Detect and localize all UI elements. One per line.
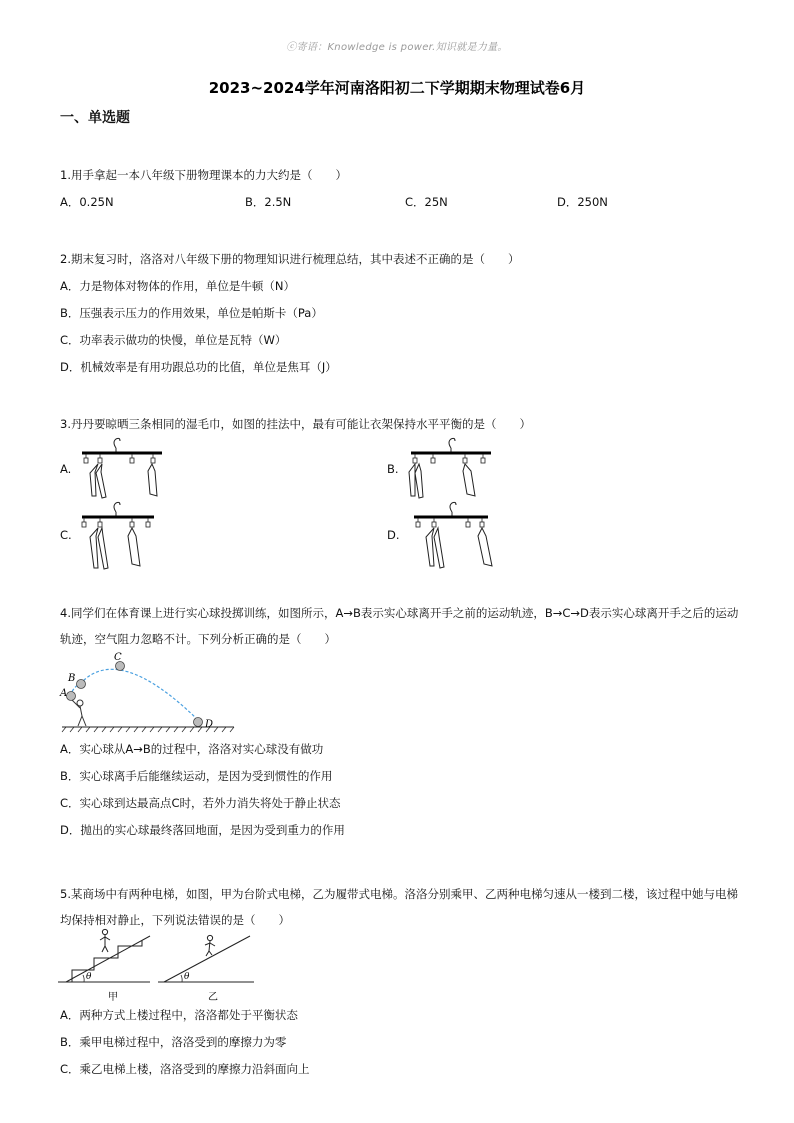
question-5-stem: 5.某商场中有两种电梯，如图，甲为台阶式电梯，乙为履带式电梯。洛洛分别乘甲、乙两种电梯匀速从一楼到二楼，该过程中她与电梯均保持相对静止，下列说法错误的是（ ） [60,887,738,927]
point-a-label: A [60,688,68,699]
point-d-label: D [205,719,214,730]
hanger-figure-b [405,438,495,498]
hanger-figure-a [80,438,170,498]
angle-theta-label-2: θ [184,972,190,982]
question-5-option-c: C．乘乙电梯上楼，洛洛受到的摩擦力沿斜面向上 [60,1062,310,1076]
question-2-option-b: B．压强表示压力的作用效果，单位是帕斯卡（Pa） [60,306,323,320]
question-2-option-d: D．机械效率是有用功跟总功的比值，单位是焦耳（J） [60,360,337,374]
point-b-label: B [68,673,76,684]
question-1-option-b: B．2.5N [245,195,292,209]
question-1-stem: 1.用手拿起一本八年级下册物理课本的力大约是（ ） [60,168,347,182]
angle-theta-label-1: θ [86,972,92,982]
section-heading: 一、单选题 [60,110,130,126]
escalator-yi-label: 乙 [208,992,218,1003]
escalator-figure [58,924,258,1004]
question-1-option-d: D．250N [557,195,608,209]
question-3-stem: 3.丹丹要晾晒三条相同的湿毛巾，如图的挂法中，最有可能让衣架保持水平平衡的是（ ） [60,417,531,431]
hanger-figure-d [412,502,502,572]
hanger-figure-c [80,502,170,572]
question-3-option-a: A. [60,462,72,476]
question-1-option-c: C．25N [405,195,448,209]
question-4-option-c: C．实心球到达最高点C时，若外力消失将处于静止状态 [60,796,341,810]
question-4-option-b: B．实心球离手后能继续运动，是因为受到惯性的作用 [60,769,333,783]
question-3-option-c: C. [60,528,72,542]
point-c-label: C [114,652,122,663]
question-4-option-a: A．实心球从A→B的过程中，洛洛对实心球没有做功 [60,742,324,756]
escalator-jia-label: 甲 [108,992,118,1003]
question-2-option-c: C．功率表示做功的快慢，单位是瓦特（W） [60,333,287,347]
shot-put-trajectory-figure [58,648,238,734]
watermark-header: ⓒ寄语：Knowledge is power.知识就是力量。 [286,42,508,53]
question-5-option-b: B．乘甲电梯过程中，洛洛受到的摩擦力为零 [60,1035,287,1049]
question-4-stem: 4.同学们在体育课上进行实心球投掷训练，如图所示，A→B表示实心球离开手之前的运动轨迹，B→C→D表示实心球离开手之后的运动轨迹，空气阻力忽略不计。下列分析正确的是（ ） [60,606,739,646]
question-5-option-a: A．两种方式上楼过程中，洛洛都处于平衡状态 [60,1008,298,1022]
question-1-option-a: A．0.25N [60,195,114,209]
question-2-option-a: A．力是物体对物体的作用，单位是牛顿（N） [60,279,295,293]
question-3-option-d: D. [387,528,400,542]
question-4-option-d: D．抛出的实心球最终落回地面，是因为受到重力的作用 [60,823,345,837]
question-2-stem: 2.期末复习时，洛洛对八年级下册的物理知识进行梳理总结，其中表述不正确的是（ ） [60,252,520,266]
document-title: 2023~2024学年河南洛阳初二下学期期末物理试卷6月 [208,79,586,97]
question-3-option-b: B. [387,462,399,476]
